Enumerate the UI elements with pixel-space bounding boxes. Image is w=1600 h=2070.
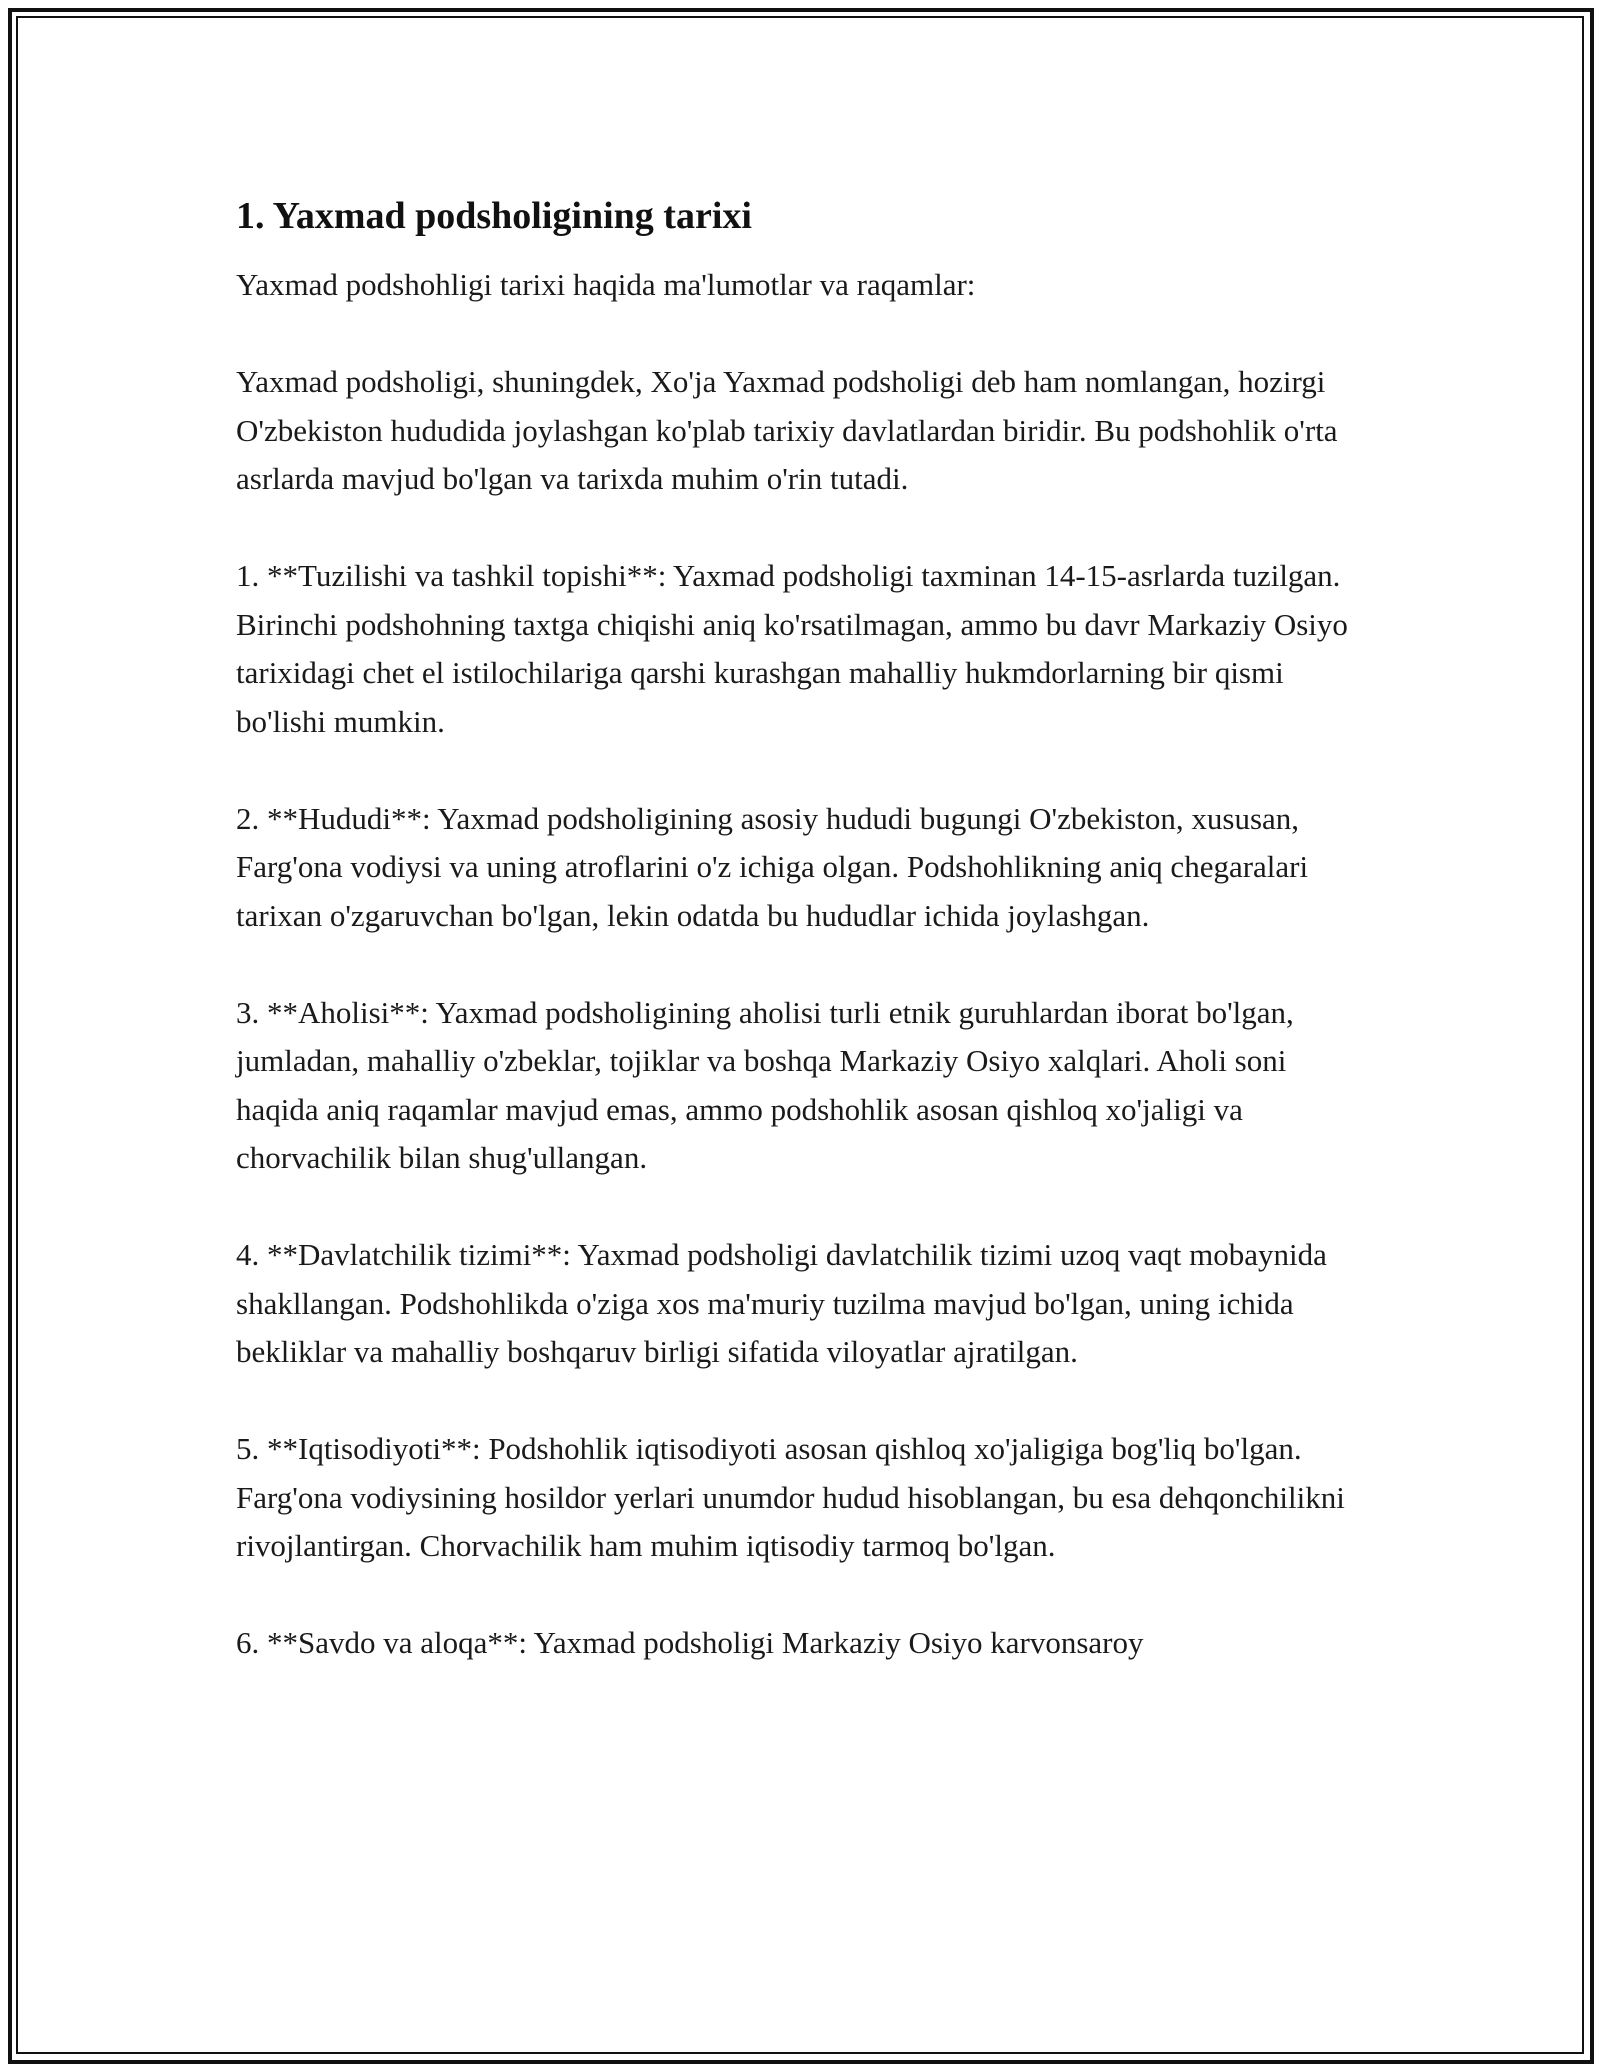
section-heading: 1. Yaxmad podsholigining tarixi bbox=[236, 195, 752, 237]
list-item-territory: 2. **Hududi**: Yaxmad podsholigining asosiy hududi bugungi O'zbekiston, xususan, Farg'ona vodiysi va uning atroflarini o'z ichiga olgan. Podshohlikning aniq chegaralari tarixan o'zgaruvchan bo'lgan, lekin odatda bu hududlar ichida joylashgan. bbox=[236, 800, 1309, 933]
intro-paragraph: Yaxmad podshohligi tarixi haqida ma'lumotlar va raqamlar: bbox=[236, 267, 976, 302]
list-item-governance: 4. **Davlatchilik tizimi**: Yaxmad podsholigi davlatchilik tizimi uzoq vaqt mobaynida shakllangan. Podshohlikda o'ziga xos ma'muriy tuzilma mavjud bo'lgan, uning ichida bekliklar va mahalliy boshqaruv birligi sifatida viloyatlar ajratilgan. bbox=[236, 1237, 1327, 1369]
list-item-economy: 5. **Iqtisodiyoti**: Podshohlik iqtisodiyoti asosan qishloq xo'jaligiga bog'liq bo'lgan. Farg'ona vodiysining hosildor yerlari unumdor hudud hisoblangan, bu esa dehqonchilikni rivojlantirgan. Chorvachilik ham muhim iqtisodiy tarmoq bo'lgan. bbox=[236, 1431, 1345, 1563]
list-item-trade: 6. **Savdo va aloqa**: Yaxmad podsholigi Markaziy Osiyo karvonsaroy bbox=[236, 1625, 1144, 1660]
overview-paragraph: Yaxmad podsholigi, shuningdek, Xo'ja Yaxmad podsholigi deb ham nomlangan, hozirgi O'zbekiston hududida joylashgan ko'plab tarixiy davlatlardan biridir. Bu podshohlik o'rta asrlarda mavjud bo'lgan va tarixda muhim o'rin tutadi. bbox=[236, 364, 1338, 496]
list-item-population: 3. **Aholisi**: Yaxmad podsholigining aholisi turli etnik guruhlardan iborat bo'lgan, jumladan, mahalliy o'zbeklar, tojiklar va boshqa Markaziy Osiyo xalqlari. Aholi soni haqida aniq raqamlar mavjud emas, ammo podshohlik asosan qishloq xo'jaligi va chorvachilik bilan shug'ullangan. bbox=[236, 994, 1294, 1175]
list-item-structure: 1. **Tuzilishi va tashkil topishi**: Yaxmad podsholigi taxminan 14-15-asrlarda tuzilgan. Birinchi podshohning taxtga chiqishi aniq ko'rsatilmagan, ammo bu davr Markaziy Osiyo tarixidagi chet el istilochilariga qarshi kurashgan mahalliy hukmdorlarning bir qismi bo'lishi mumkin. bbox=[236, 558, 1348, 739]
document-body bbox=[236, 186, 1371, 1668]
